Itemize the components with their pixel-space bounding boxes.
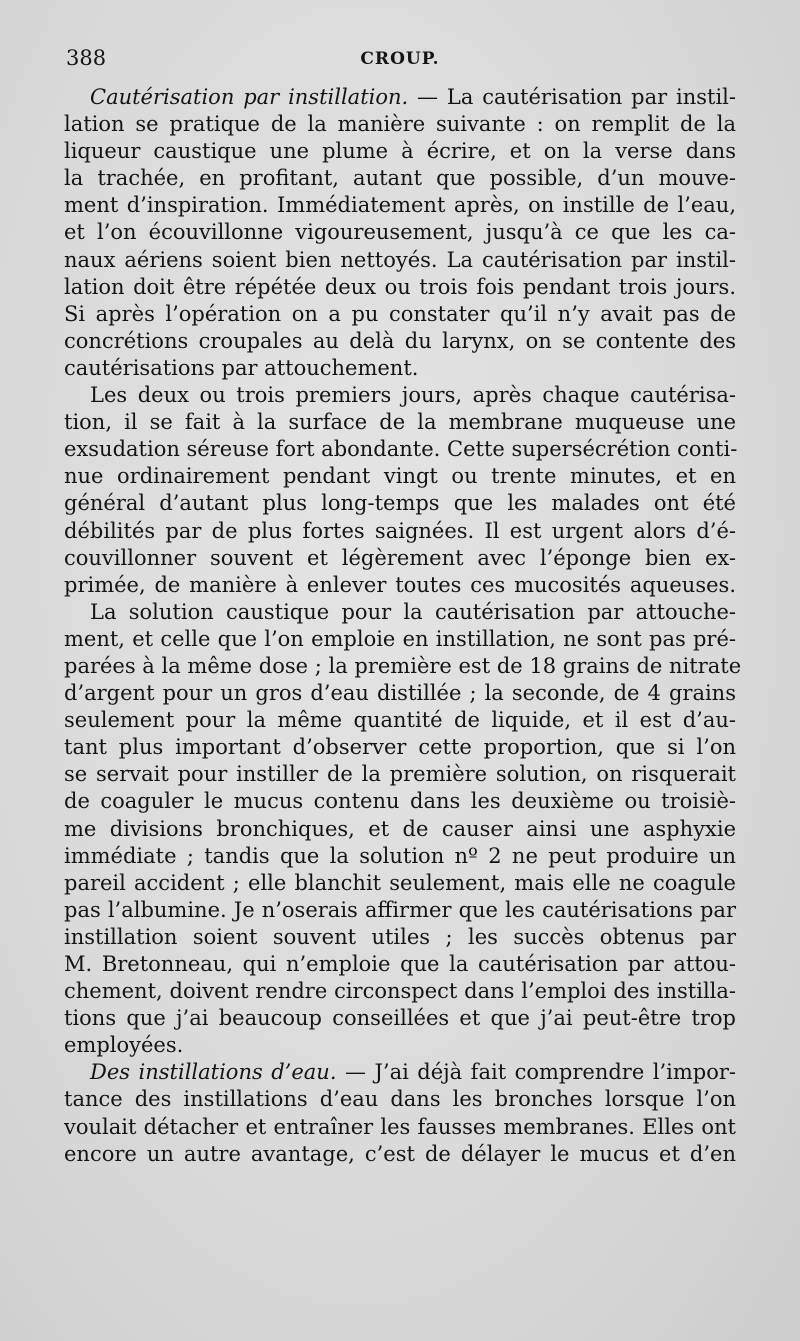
text-line: d’argent pour un gros d’eau distillée ; la seconde, de 4 grains [64, 681, 736, 706]
text-line: tions que j’ai beaucoup conseillées et que j’ai peut-être trop [64, 1006, 736, 1031]
text-line: tion, il se fait à la surface de la membrane muqueuse une [64, 410, 736, 435]
section-heading: Des instillations d’eau. [90, 1060, 337, 1085]
text-line: liqueur caustique une plume à écrire, et on la verse dans [64, 139, 736, 164]
text-line: Cautérisation par instillation. — La cautérisation par instil- [90, 85, 736, 109]
text-line: débilités par de plus fortes saignées. Il est urgent alors d’é- [64, 518, 736, 543]
text-line: la trachée, en profitant, autant que possible, d’un mouve- [64, 166, 736, 191]
text-line: pas l’albumine. Je n’oserais affirmer que les cautérisations par [64, 897, 736, 922]
text-line: me divisions bronchiques, et de causer ainsi une asphyxie [64, 816, 736, 841]
running-head: CROUP. [360, 49, 440, 69]
text-line: Des instillations d’eau. — J’ai déjà fait comprendre l’impor- [90, 1060, 737, 1085]
text-line: encore un autre avantage, c’est de délayer le mucus et d’en [64, 1141, 736, 1166]
text-line: chement, doivent rendre circonspect dans l’emploi des instilla- [64, 979, 736, 1004]
text-line: naux aériens soient bien nettoyés. La cautérisation par instil- [64, 247, 736, 272]
text-line: ment, et celle que l’on emploie en instillation, ne sont pas pré- [64, 626, 736, 651]
page-header [66, 46, 734, 76]
text-line: tance des instillations d’eau dans les bronches lorsque l’on [64, 1087, 736, 1112]
text-line: tant plus important d’observer cette proportion, que si l’on [64, 735, 736, 760]
text-line: parées à la même dose ; la première est de 18 grains de nitrate [64, 653, 742, 678]
text-line: de coaguler le mucus contenu dans les deuxième ou troisiè- [64, 789, 736, 814]
text-line: couvillonner souvent et légèrement avec l’éponge bien ex- [64, 545, 736, 570]
text-line: cautérisations par attouchement. [64, 355, 419, 380]
text-line: La solution caustique pour la cautérisation par attouche- [90, 599, 736, 624]
text-line: exsudation séreuse fort abondante. Cette supersécrétion conti- [64, 437, 738, 462]
text-line: ment d’inspiration. Immédiatement après, on instille de l’eau, [64, 193, 736, 218]
text-line: primée, de manière à enlever toutes ces mucosités aqueuses. [64, 572, 736, 597]
text-line: pareil accident ; elle blanchit seulement, mais elle ne coagule [64, 870, 736, 895]
text-line: immédiate ; tandis que la solution nº 2 ne peut produire un [64, 843, 736, 868]
text-line: Si après l’opération on a pu constater qu’il n’y avait pas de [64, 301, 736, 326]
text-line: lation doit être répétée deux ou trois fois pendant trois jours. [64, 274, 736, 299]
text-line: se servait pour instiller de la première solution, on risquerait [64, 762, 736, 787]
section-heading: Cautérisation par instillation. [90, 85, 409, 109]
text-line: voulait détacher et entraîner les fausses membranes. Elles ont [64, 1114, 736, 1139]
text-line: M. Bretonneau, qui n’emploie que la cautérisation par attou- [64, 952, 736, 976]
page-number: 388 [66, 46, 107, 70]
text-line: lation se pratique de la manière suivante : on remplit de la [64, 112, 736, 137]
text-line: nue ordinairement pendant vingt ou trente minutes, et en [64, 464, 736, 489]
text-line: seulement pour la même quantité de liquide, et il est d’au- [64, 708, 736, 733]
body-text [64, 84, 742, 1168]
text-line: et l’on écouvillonne vigoureusement, jusqu’à ce que les ca- [64, 220, 736, 245]
text-line: instillation soient souvent utiles ; les succès obtenus par [64, 924, 736, 949]
text-line: Les deux ou trois premiers jours, après chaque cautérisa- [90, 383, 736, 408]
text-line: concrétions croupales au delà du larynx, on se contente des [64, 328, 736, 353]
text-line: général d’autant plus long-temps que les malades ont été [64, 491, 736, 516]
text-line: employées. [64, 1033, 184, 1058]
